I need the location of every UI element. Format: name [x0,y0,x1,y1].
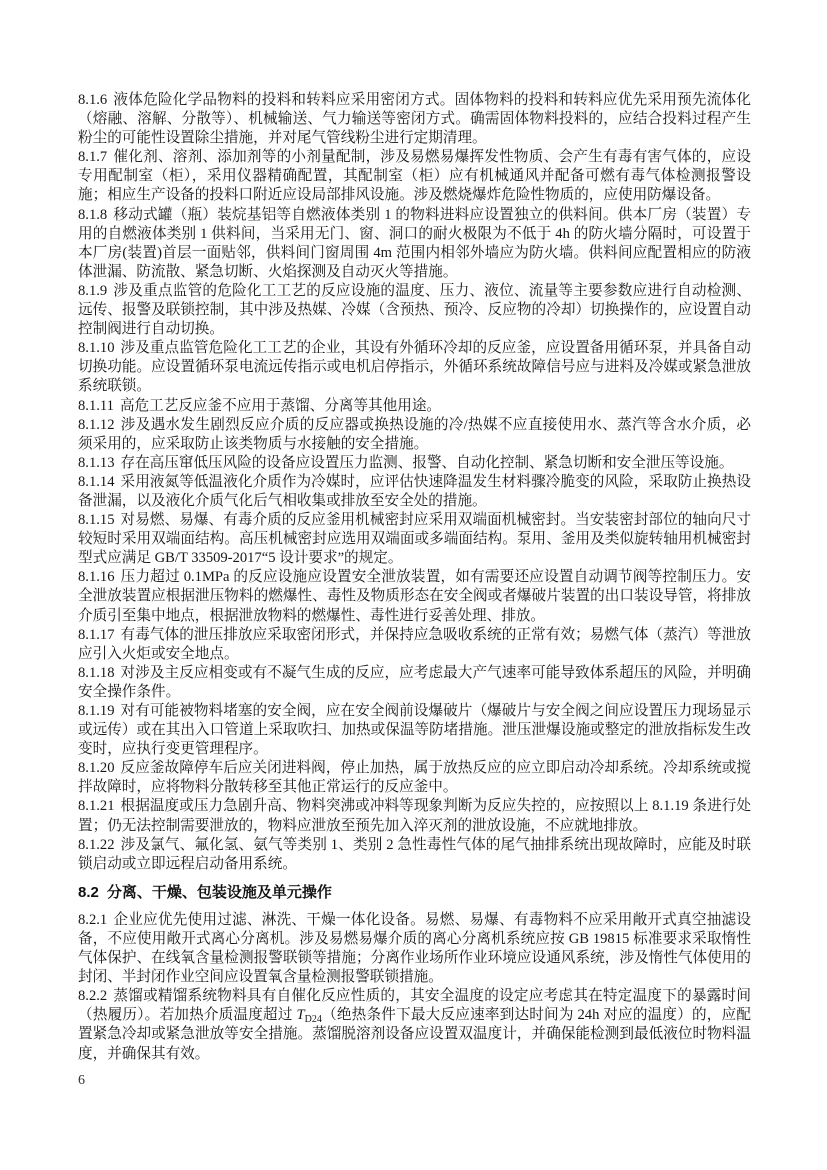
clause-8-1-7 [78,148,751,205]
clause-number: 8.1.7 [78,149,108,166]
clause-text: 涉及遇水发生剧烈反应介质的反应器或换热设施的冷/热媒不应直接使用水、蒸汽等含水介质，必须采用的，应采取防止该类物质与水接触的安全措施。 [78,416,751,452]
clause-number: 8.1.9 [78,282,108,299]
section-number: 8.2 [78,883,99,901]
temperature-variable-subscript: D24 [304,1014,322,1026]
clause-8-1-21 [78,797,751,835]
clause-8-2-2 [78,987,751,1063]
clause-number: 8.1.21 [78,798,115,815]
clause-text: 反应釜故障停车后应关闭进料阀，停止加热，属于放热反应的应立即启动冷却系统。冷却系统或搅拌故障时，应将物料分散转移至其他正常运行的反应釜中。 [78,760,751,796]
clause-text: 压力超过 0.1MPa 的反应设施应设置安全泄放装置，如有需要还应设置自动调节阀等控制压力。安全泄放装置应根据泄压物料的燃爆性、毒性及物质形态在安全阀或者爆破片装置的出口装设导管，将排放介质引至集中地点，根据泄放物料的燃爆性、毒性进行妥善处理、排放。 [78,569,751,624]
clause-8-1-18 [78,664,751,702]
clause-8-1-13 [78,454,751,473]
clause-number: 8.1.19 [78,703,115,719]
clause-number: 8.1.20 [78,760,115,777]
clause-text: 采用液氮等低温液化介质作为冷媒时，应评估快速降温发生材料骤冷脆变的风险，采取防止换热设备泄漏，以及液化介质气化后气相收集或排放至安全处的措施。 [78,473,751,509]
clause-8-1-20 [78,759,751,797]
clause-8-1-6 [78,91,751,148]
clause-number: 8.1.11 [78,397,114,414]
clause-8-1-15 [78,511,751,568]
section-heading-8-2 [78,883,751,902]
clause-text: 涉及重点监管的危险化工工艺的反应设施的温度、压力、液位、流量等主要参数应进行自动检测、远传、报警及联锁控制，其中涉及热媒、冷媒（含预热、预冷、反应物的冷却）切换操作的，应设置自动控制阀进行自动切换。 [78,282,751,338]
clause-number: 8.1.10 [78,340,115,357]
section-title: 分离、干燥、包装设施及单元操作 [106,883,332,901]
clause-8-1-16 [78,568,751,625]
clause-text: 对涉及主反应相变或有不凝气生成的反应，应考虑最大产气速率可能导致体系超压的风险，并明确安全操作条件。 [78,664,751,700]
clause-number: 8.1.14 [78,473,115,490]
clause-number: 8.1.12 [78,416,115,433]
clause-number: 8.1.17 [78,626,115,643]
clause-text: 涉及氯气、氟化氢、氨气等类别 1、类别 2 急性毒性气体的尾气抽排系统出现故障时，应能及时联锁启动或立即远程启动备用系统。 [78,836,751,872]
clause-8-1-9 [78,282,751,339]
temperature-variable: T [296,1007,305,1024]
clause-8-1-11 [78,397,751,416]
clause-8-1-19 [78,702,751,759]
clause-number: 8.1.22 [78,836,115,853]
clause-text: 涉及重点监管危险化工工艺的企业，其设有外循环冷却的反应釜，应设置备用循环泵，并具备自动切换功能。应设置循环泵电流远传指示或电机启停指示，外循环系统故障信号应与进料及冷媒或紧急泄放系统联锁。 [78,340,751,395]
clause-text: 对有可能被物料堵塞的安全阀，应在安全阀前设爆破片（爆破片与安全阀之间应设置压力现场显示或远传）或在其出入口管道上采取吹扫、加热或保温等防堵措施。泄压泄爆设施或整定的泄放指标发生改变时，应执行变更管理程序。 [78,703,751,758]
clause-number: 8.1.16 [78,569,115,586]
clause-number: 8.2.2 [78,988,108,1005]
clause-8-1-14 [78,473,751,511]
clause-8-2-1 [78,911,751,987]
clause-text: 催化剂、溶剂、添加剂等的小剂量配制，涉及易燃易爆挥发性物质、会产生有毒有害气体的，应设专用配制室（柜），采用仪器精确配置，其配制室（柜）应有机械通风并配备可燃有毒气体检测报警设施；相应生产设备的投料口附近应设局部排风设施。涉及燃烧爆炸危险性物质的，应使用防爆设备。 [78,149,751,204]
clause-number: 8.1.6 [78,92,108,108]
document-body [78,91,751,1064]
clause-number: 8.1.18 [78,664,115,681]
clause-8-1-17 [78,626,751,664]
clause-number: 8.2.1 [78,911,108,928]
clause-text: 液体危险化学品物料的投料和转料应采用密闭方式。固体物料的投料和转料应优先采用预先流体化（熔融、溶解、分散等）、机械输送、气力输送等密闭方式。确需固体物料投料的，应结合投料过程产生粉尘的可能性设置除尘措施，并对尾气管线粉尘进行定期清理。 [78,92,751,147]
clause-text: （绝热条件下最大反应速率到达时间为 24h 对应的温度）的，应配置紧急冷却或紧急泄放等安全措施。蒸馏脱溶剂设备应设置双温度计，并确保能检测到最低液位时物料温度，并确保其有效。 [78,1007,751,1062]
clause-8-1-8 [78,206,751,282]
clause-number: 8.1.13 [78,454,115,471]
clause-number: 8.1.15 [78,512,115,529]
clause-8-1-10 [78,339,751,396]
clause-text: 存在高压窜低压风险的设备应设置压力监测、报警、自动化控制、紧急切断和安全泄压等设施。 [120,454,734,471]
clause-text: 高危工艺反应釜不应用于蒸馏、分离等其他用途。 [119,397,442,414]
clause-text: 蒸馏或精馏系统物料具有自催化反应性质的，其安全温度的设定应考虑其在特定温度下的暴露时间（热履历）。若加热介质温度超过 [78,988,751,1024]
clause-8-1-22 [78,836,751,874]
clause-text: 对易燃、易爆、有毒介质的反应釜用机械密封应采用双端面机械密封。当安装密封部位的轴向尺寸较短时采用双端面结构。高压机械密封应选用双端面或多端面结构。泵用、釜用及类似旋转轴用机械密封型式应满足 GB/T 33509-2017“5 设计要求”的规定。 [78,512,751,567]
page-number: 6 [78,1073,85,1088]
clause-number: 8.1.8 [78,206,108,223]
clause-text: 移动式罐（瓶）装烷基铝等自燃液体类别 1 的物料进料应设置独立的供料间。供本厂房（装置）专用的自燃液体类别 1 供料间，当采用无门、窗、洞口的耐火极限为不低于 4h 的防火墙分隔时，可设置于本厂房(装置)首层一面贴邻，供料间门窗周围 4m 范围内相邻外墙应为防火墙。供料间应配置相应的防液体泄漏、防流散、紧急切断、火焰探测及自动灭火等措施。 [78,206,751,280]
clause-text: 根据温度或压力急剧升高、物料突沸或冲料等现象判断为反应失控的，应按照以上 8.1.19 条进行处置；仍无法控制需要泄放的，物料应泄放至预先加入淬灭剂的泄放设施，不应就地排放。 [78,798,751,834]
clause-text: 有毒气体的泄压排放应采取密闭形式，并保持应急吸收系统的正常有效；易燃气体（蒸汽）等泄放应引入火炬或安全地点。 [78,626,751,662]
clause-8-1-12 [78,416,751,454]
clause-text: 企业应优先使用过滤、淋洗、干燥一体化设备。易燃、易爆、有毒物料不应采用敞开式真空抽滤设备，不应使用敞开式离心分离机。涉及易燃易爆介质的离心分离机系统应按 GB 19815 标准要求采取惰性气体保护、在线氧含量检测报警联锁等措施；分离作业场所作业环境应设通风系统，涉及惰性气体使用的封闭、半封闭作业空间应设置氧含量检测报警联锁措施。 [78,911,751,986]
